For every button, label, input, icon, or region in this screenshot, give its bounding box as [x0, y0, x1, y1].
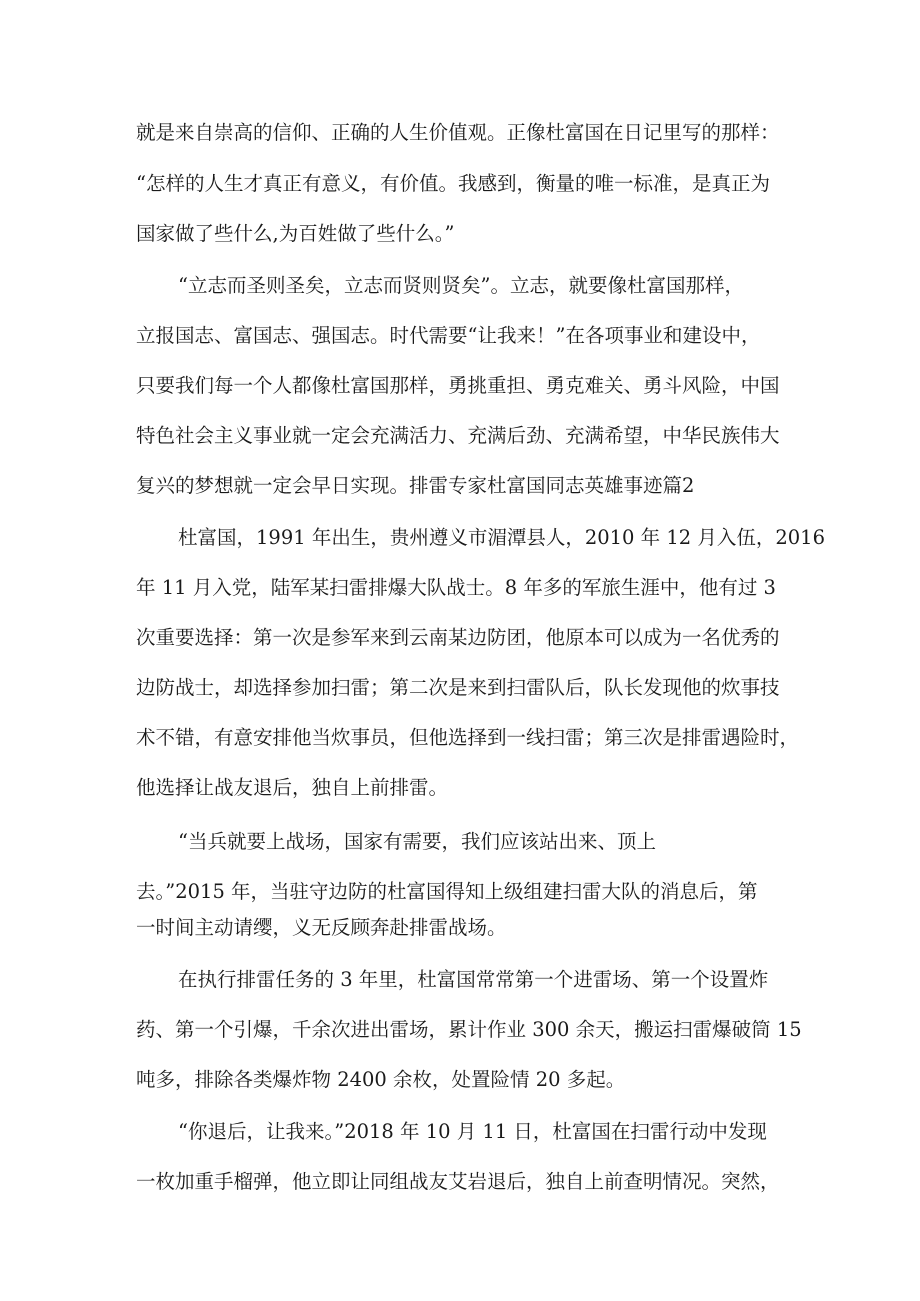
text-line: 在执行排雷任务的 3 年里，杜富国常常第一个进雷场、第一个设置炸	[178, 968, 769, 991]
text-line: 只要我们每一个人都像杜富国那样，勇挑重担、勇克难关、勇斗风险，中国	[136, 374, 780, 397]
text-line: 次重要选择：第一次是参军来到云南某边防团，他原本可以成为一名优秀的	[136, 626, 780, 649]
text-line: 吨多，排除各类爆炸物 2400 余枚，处置险情 20 多起。	[136, 1068, 626, 1091]
text-line: 术不错，有意安排他当炊事员，但他选择到一线扫雷；第三次是排雷遇险时，	[136, 726, 800, 749]
text-line: 去。”2015 年，当驻守边防的杜富国得知上级组建扫雷大队的消息后，第	[136, 880, 758, 903]
text-line: “立志而圣则圣矣，立志而贤则贤矣”。立志，就要像杜富国那样，	[178, 274, 744, 297]
text-line: 边防战士，却选择参加扫雷；第二次是来到扫雷队后，队长发现他的炊事技	[136, 676, 780, 699]
text-line: 特色社会主义事业就一定会充满活力、充满后劲、充满希望，中华民族伟大	[136, 424, 780, 447]
text-line: “你退后，让我来。”2018 年 10 月 11 日，杜富国在扫雷行动中发现	[178, 1120, 767, 1143]
text-line: “怎样的人生才真正有意义，有价值。我感到，衡量的唯一标准，是真正为	[136, 172, 770, 195]
text-line: 就是来自崇高的信仰、正确的人生价值观。正像杜富国在日记里写的那样：	[136, 121, 780, 144]
text-line: 药、第一个引爆，千余次进出雷场，累计作业 300 余天，搬运扫雷爆破筒 15	[136, 1018, 802, 1041]
text-line: 一时间主动请缨，义无反顾奔赴排雷战场。	[136, 916, 507, 939]
text-line: 国家做了些什么,为百姓做了些什么。”	[136, 222, 455, 245]
text-line: 他选择让战友退后，独自上前排雷。	[136, 776, 449, 799]
text-line: 复兴的梦想就一定会早日实现。排雷专家杜富国同志英雄事迹篇2	[136, 474, 695, 497]
text-line: 年 11 月入党，陆军某扫雷排爆大队战士。8 年多的军旅生涯中，他有过 3	[136, 576, 776, 599]
text-line: 一枚加重手榴弹，他立即让同组战友艾岩退后，独自上前查明情况。突然，	[136, 1170, 780, 1193]
text-line: “当兵就要上战场，国家有需要，我们应该站出来、顶上	[178, 830, 656, 853]
text-line: 杜富国，1991 年出生，贵州遵义市湄潭县人，2010 年 12 月入伍，2016	[178, 526, 825, 549]
text-line: 立报国志、富国志、强国志。时代需要“让我来！”在各项事业和建设中，	[136, 324, 761, 347]
